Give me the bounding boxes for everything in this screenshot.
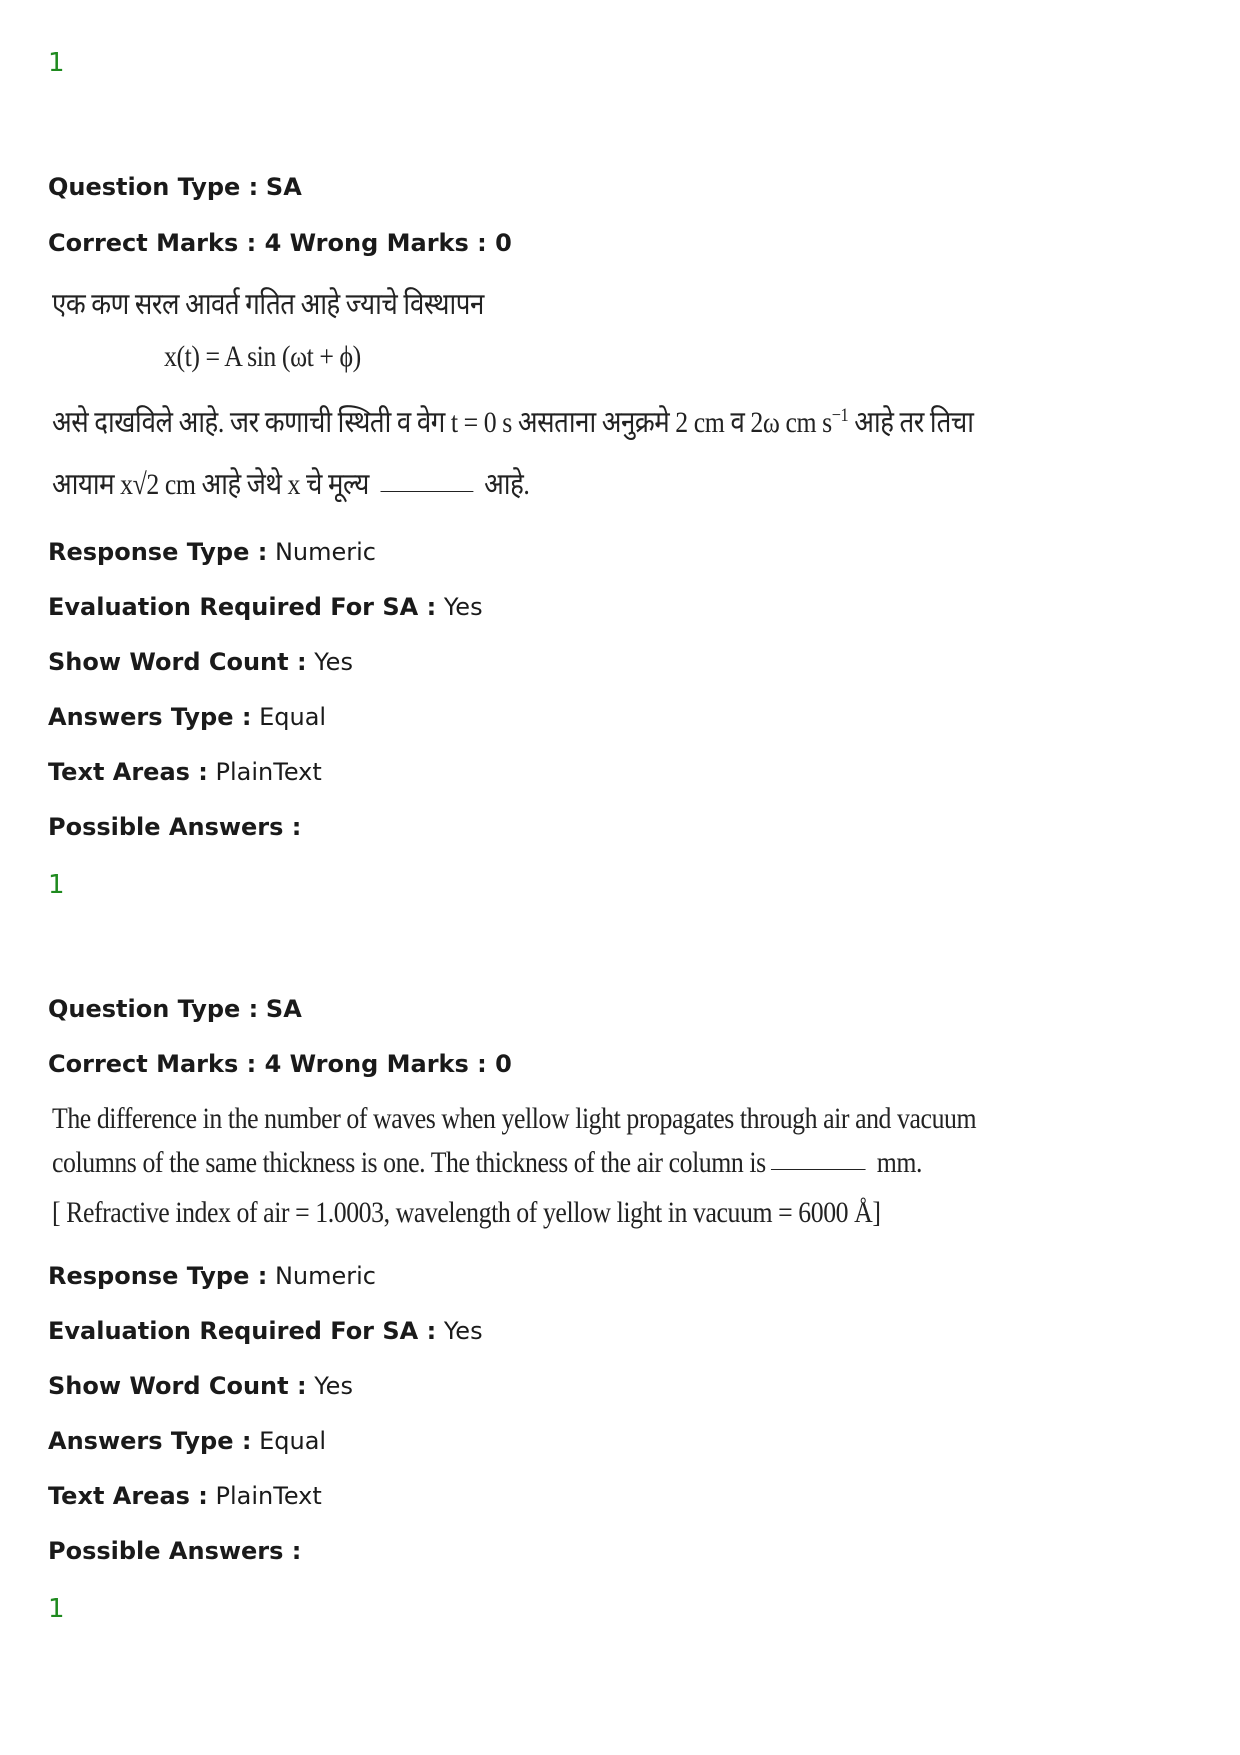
marks-line	[48, 228, 512, 258]
marks-text: Correct Marks : 4 Wrong Marks : 0	[48, 229, 512, 257]
possible-answers	[48, 812, 301, 842]
question-type-value: SA	[265, 995, 302, 1023]
question-type-label: Question Type :	[48, 995, 259, 1023]
text-areas-label: Text Areas :	[48, 758, 208, 786]
question-type	[48, 994, 302, 1024]
answers-type-value: Equal	[259, 1427, 327, 1455]
question-type-label: Question Type :	[48, 173, 259, 201]
text-areas-value: PlainText	[215, 758, 322, 786]
question-text-segment: आहे तर तिचा	[848, 406, 974, 439]
evaluation-required	[48, 592, 483, 622]
answer-blank	[380, 491, 473, 492]
text-areas	[48, 1481, 322, 1511]
question-text-line	[52, 400, 974, 441]
show-word-count-label: Show Word Count :	[48, 648, 307, 676]
evaluation-required	[48, 1316, 483, 1346]
show-word-count-value: Yes	[314, 1372, 353, 1400]
answers-type-label: Answers Type :	[48, 1427, 252, 1455]
answers-type	[48, 1426, 326, 1456]
response-type-value: Numeric	[274, 1262, 376, 1290]
show-word-count	[48, 647, 353, 677]
question-type	[48, 172, 302, 202]
question-text-superscript: −1	[831, 405, 849, 426]
show-word-count	[48, 1371, 353, 1401]
show-word-count-label: Show Word Count :	[48, 1372, 307, 1400]
possible-answers-label: Possible Answers :	[48, 1537, 302, 1565]
show-word-count-value: Yes	[314, 648, 353, 676]
text-areas-label: Text Areas :	[48, 1482, 208, 1510]
response-type-value: Numeric	[274, 538, 376, 566]
response-type-label: Response Type :	[48, 1262, 268, 1290]
possible-answers	[48, 1536, 301, 1566]
question-text-line: The difference in the number of waves when yellow light propagates through air and vacuum	[52, 1102, 977, 1135]
evaluation-required-value: Yes	[443, 1317, 483, 1345]
possible-answer-value: 1	[48, 1594, 65, 1624]
text-areas-value: PlainText	[215, 1482, 322, 1510]
question-text-line	[52, 1146, 922, 1180]
question-text-line: [ Refractive index of air = 1.0003, wavelength of yellow light in vacuum = 6000 Å]	[52, 1196, 881, 1229]
marks-line	[48, 1049, 512, 1079]
question-text-segment: आहे.	[478, 468, 530, 501]
text-areas	[48, 757, 322, 787]
question-text-segment: असे दाखविले आहे. जर कणाची स्थिती व वेग t = 0 s असताना अनुक्रमे 2 cm व 2ω cm s	[52, 406, 832, 439]
answers-type-label: Answers Type :	[48, 703, 252, 731]
question-text-segment: mm.	[870, 1146, 922, 1179]
evaluation-required-label: Evaluation Required For SA :	[48, 593, 437, 621]
response-type	[48, 537, 376, 567]
question-number: 1	[48, 48, 65, 78]
answer-blank	[771, 1169, 866, 1170]
question-text-segment: आयाम x√2 cm आहे जेथे x चे मूल्य	[52, 468, 375, 501]
response-type-label: Response Type :	[48, 538, 268, 566]
question-type-value: SA	[265, 173, 302, 201]
question-text-line	[52, 462, 529, 503]
possible-answers-label: Possible Answers :	[48, 813, 302, 841]
response-type	[48, 1261, 376, 1291]
evaluation-required-value: Yes	[443, 593, 483, 621]
answers-type-value: Equal	[259, 703, 327, 731]
possible-answer-value: 1	[48, 870, 65, 900]
evaluation-required-label: Evaluation Required For SA :	[48, 1317, 437, 1345]
marks-text: Correct Marks : 4 Wrong Marks : 0	[48, 1050, 512, 1078]
question-equation: x(t) = A sin (ωt + ϕ)	[164, 340, 361, 373]
question-text-line: एक कण सरल आवर्त गतित आहे ज्याचे विस्थापन	[52, 288, 484, 321]
answers-type	[48, 702, 326, 732]
question-text-segment: columns of the same thickness is one. The thickness of the air column is	[52, 1146, 766, 1179]
